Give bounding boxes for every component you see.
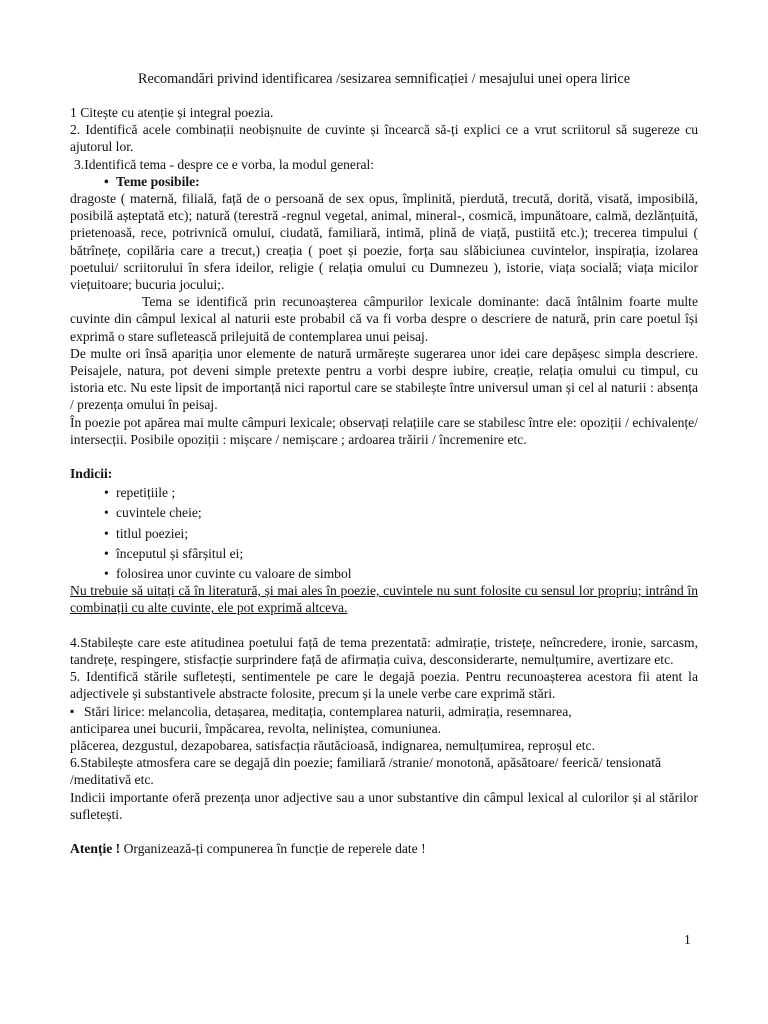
page-number: 1 <box>684 932 691 947</box>
list-item: • începutul și sfârșitul ei; <box>70 545 698 562</box>
stari-continuation-2: plăcerea, dezgustul, dezapobarea, satisfacția răutăcioasă, indignarea, nemulțumirea, reproșul etc. <box>70 737 595 753</box>
tema-paragraph: Tema se identifică prin recunoașterea câmpurilor lexicale dominante: dacă întâlnim foarte multe cuvinte din câmpul lexical al naturii este probabil că va fi vorba despre o descriere de natură, prin care poetul își exprimă o stare sufletească prilejuită de contemplarea unui peisaj. <box>70 294 698 344</box>
natura-paragraph: De multe ori însă apariția unor elemente de natură urmărește sugerarea unor idei care depășesc simpla descriere. Peisajele, natura, pot deveni simple pretexte pentru a vorbi despre iubire, creație, relația omului cu timpul, cu istoria etc. Nu este lipsit de importanță nici raportul care se stabilește între universul uman și cel al naturii : absența / prezența omului în peisaj. <box>70 345 698 413</box>
step-4: 4.Stabilește care este atitudinea poetului față de tema prezentată: admirație, tristețe, neîncredere, ironie, sarcasm, tandrețe, respingere, stisfacție surprindere față de afirmația cuiva, desconsiderarte, nemulțumire, avertizare etc. <box>70 634 698 667</box>
step-2: 2. Identifică acele combinații neobișnuite de cuvinte și încearcă să-ți explici ce a vrut scriitorul să sugereze cu ajutorul lor. <box>70 122 698 155</box>
atentie-text: Organizează-ți compunerea în funcție de reperele date ! <box>120 840 426 856</box>
indicii-importante: Indicii importante oferă prezența unor adjective sau a unor substantive din câmpul lexical al culorilor și al stărilor sufletești. <box>70 789 698 822</box>
document-title: Recomandări privind identificarea /sesizarea semnificației / mesajului unei opera lirice <box>137 71 631 87</box>
step-1: 1 Citește cu atenție și integral poezia. <box>70 105 274 120</box>
step-3: 3.Identifică tema - despre ce e vorba, la modul general: <box>74 156 375 172</box>
list-item: • repetițiile ; <box>70 484 698 501</box>
document-body <box>70 104 698 857</box>
underlined-note: Nu trebuie să uitați că în literatură, și mai ales în poezie, cuvintele nu sunt folosite cu sensul lor propriu; intrând în combinații cu alte cuvinte, ele pot exprimă altceva. <box>70 583 698 616</box>
list-item: • titlul poeziei; <box>70 525 698 542</box>
step-6: 6.Stabilește atmosfera care se degajă din poezie; familiară /stranie/ monotonă, apăsătoare/ feerică/ tensionată /meditativă etc. <box>70 755 662 788</box>
teme-heading: • Teme posibile: <box>70 173 698 190</box>
step-5: 5. Identifică stările sufletești, sentimentele pe care le degajă poezia. Pentru recunoașterea acestora fii atent la adjectivele și substantivele abstracte folosite, precum și la unele verbe care exprimă stări. <box>70 669 698 702</box>
campuri-paragraph: În poezie pot apărea mai multe câmpuri lexicale; observați relațiile care se stabilesc între ele: opoziții / echivalențe/ intersecții. Posibile opoziții : mișcare / nemișcare ; ardoarea trăirii / încremenire etc. <box>70 414 698 447</box>
stari-lirice: ▪ Stări lirice: melancolia, detașarea, meditația, contemplarea naturii, admirația, resemnarea, <box>70 703 698 720</box>
indicii-heading: Indicii: <box>70 466 113 482</box>
teme-text: dragoste ( maternă, filială, față de o persoană de sex opus, împlinită, pierdută, trecută, dorită, visată, imposibilă, posibilă așteptată etc); natură (terestră -regnul vegetal, animal, mineral-, cosmică, impunătoare, calmă, dezlănțuită, prietenoasă, rece, potrivnică omului, ciudată, familiară, intimă, plină de viață, pustiită etc.); trecerea timpului ( bătrînețe, copilăria care a trecut,) creația ( poet și poezie, forța sau slăbiciunea cuvintelor, inspirația, izolarea poetului/ scriitorului în sfera ideilor, religie ( relația omului cu Dumnezeu ), istorie, viața socială; viața micilor viețuitoare; bucuria jocului;. <box>70 191 698 293</box>
list-item: • folosirea unor cuvinte cu valoare de simbol <box>70 565 698 582</box>
list-item: • cuvintele cheie; <box>70 504 698 521</box>
stari-continuation-1: anticiparea unei bucurii, împăcarea, revolta, neliniștea, comuniunea. <box>70 720 442 736</box>
atentie-label: Atenție ! <box>70 840 121 856</box>
atentie-line <box>70 840 698 857</box>
